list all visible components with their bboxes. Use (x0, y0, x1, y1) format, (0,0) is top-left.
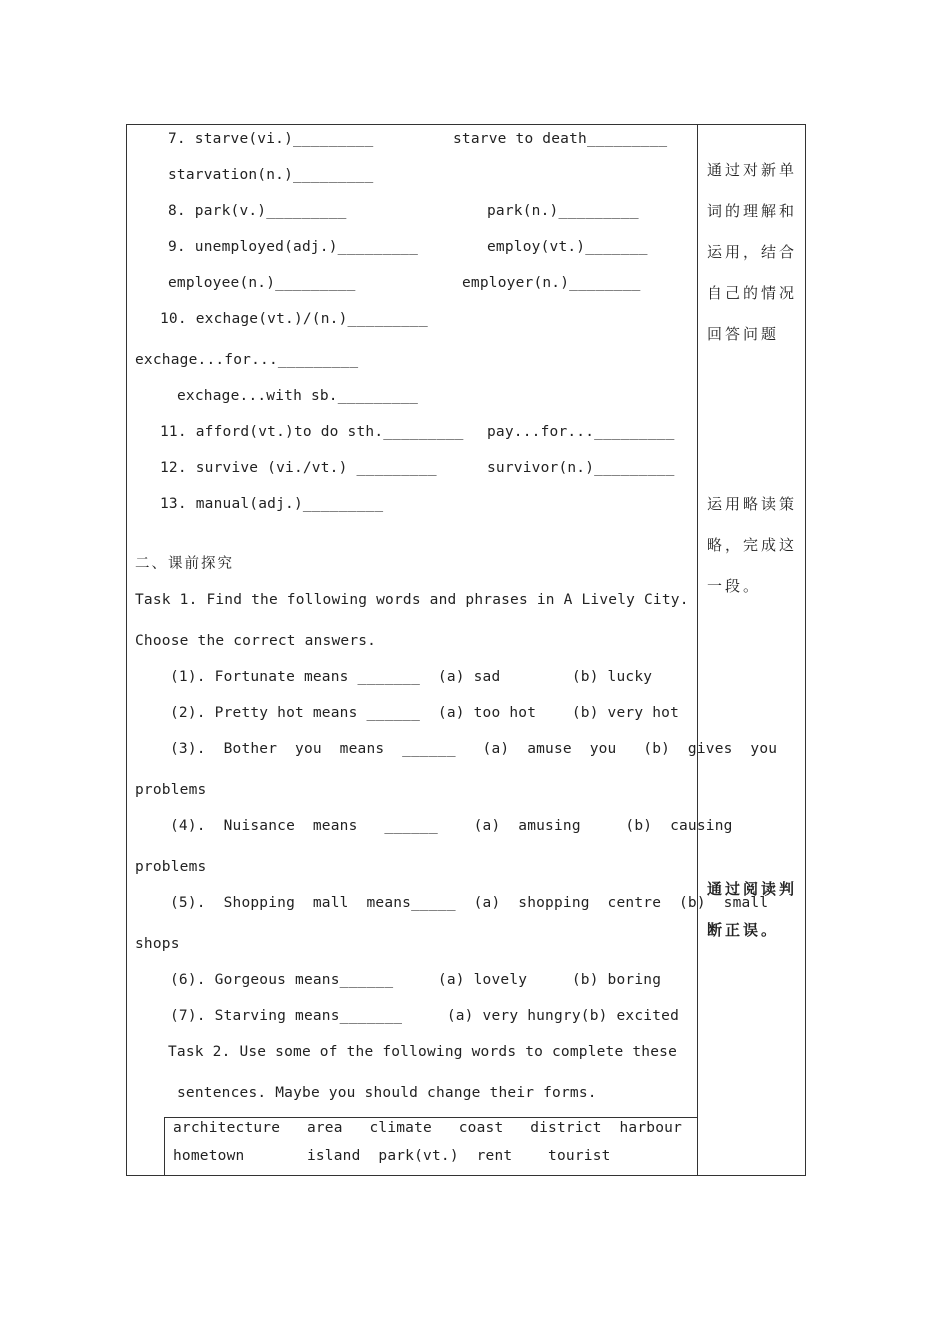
question-2: (2). Pretty hot means ______ (a) too hot (b) very hot (170, 705, 679, 721)
question-4-cont: problems (135, 859, 207, 875)
vocab-item-9-employer: employer(n.)________ (462, 275, 641, 291)
side-note-line: 通过对新单 (707, 161, 798, 179)
task2-instruction-cont: sentences. Maybe you should change their forms. (177, 1085, 597, 1101)
side-note-line: 运用，结合 (707, 243, 798, 261)
column-divider (697, 124, 698, 1176)
side-note-skimming (707, 484, 799, 607)
task1-instruction: Task 1. Find the following words and phrases in A Lively City. (135, 592, 689, 608)
vocab-item-10: 10. exchage(vt.)/(n.)_________ (160, 311, 428, 327)
vocab-item-8-noun: park(n.)_________ (487, 203, 639, 219)
vocab-item-7-noun: starvation(n.)_________ (168, 167, 374, 183)
side-note-line: 略，完成这 (707, 536, 798, 554)
question-4: (4). Nuisance means ______ (a) amusing (b) causing (170, 818, 733, 834)
task2-instruction: Task 2. Use some of the following words to complete these (168, 1044, 677, 1060)
word-bank-row-2: hometown island park(vt.) rent tourist (173, 1148, 611, 1164)
side-note-line: 通过阅读判 (707, 880, 798, 898)
vocab-item-9: 9. unemployed(adj.)_________ (168, 239, 419, 255)
question-1: (1). Fortunate means _______ (a) sad (b) lucky (170, 669, 653, 685)
vocab-item-7-phrase: starve to death_________ (453, 131, 668, 147)
side-note-judge (707, 869, 799, 951)
task1-instruction-cont: Choose the correct answers. (135, 633, 377, 649)
vocab-item-12: 12. survive (vi./vt.) _________ (160, 460, 437, 476)
side-note-line: 一段。 (707, 577, 762, 595)
question-3-cont: problems (135, 782, 207, 798)
side-note-line: 断正误。 (707, 921, 780, 939)
question-7: (7). Starving means_______ (a) very hungry(b) excited (170, 1008, 679, 1024)
side-note-line: 回答问题 (707, 325, 780, 343)
vocab-item-7: 7. starve(vi.)_________ (168, 131, 374, 147)
side-note-line: 词的理解和 (707, 202, 798, 220)
vocab-item-13: 13. manual(adj.)_________ (160, 496, 384, 512)
vocab-item-9-verb: employ(vt.)_______ (487, 239, 648, 255)
question-6: (6). Gorgeous means______ (a) lovely (b) boring (170, 972, 662, 988)
vocab-item-9-employee: employee(n.)_________ (168, 275, 356, 291)
vocab-item-8: 8. park(v.)_________ (168, 203, 347, 219)
section-heading: 二、课前探究 (135, 556, 234, 572)
side-note-line: 运用略读策 (707, 495, 798, 513)
question-5: (5). Shopping mall means_____ (a) shopping centre (b) small (170, 895, 769, 911)
vocab-item-12-noun: survivor(n.)_________ (487, 460, 675, 476)
vocab-item-10-with: exchage...with sb._________ (177, 388, 419, 404)
side-note-vocab (707, 150, 799, 355)
question-3: (3). Bother you means ______ (a) amuse you (b) gives you (170, 741, 778, 757)
vocab-item-10-for: exchage...for..._________ (135, 352, 359, 368)
side-note-line: 自己的情况 (707, 284, 798, 302)
vocab-item-11: 11. afford(vt.)to do sth._________ (160, 424, 464, 440)
vocab-item-11-pay: pay...for..._________ (487, 424, 675, 440)
question-5-cont: shops (135, 936, 180, 952)
word-bank-row-1: architecture area climate coast district harbour (173, 1120, 682, 1136)
